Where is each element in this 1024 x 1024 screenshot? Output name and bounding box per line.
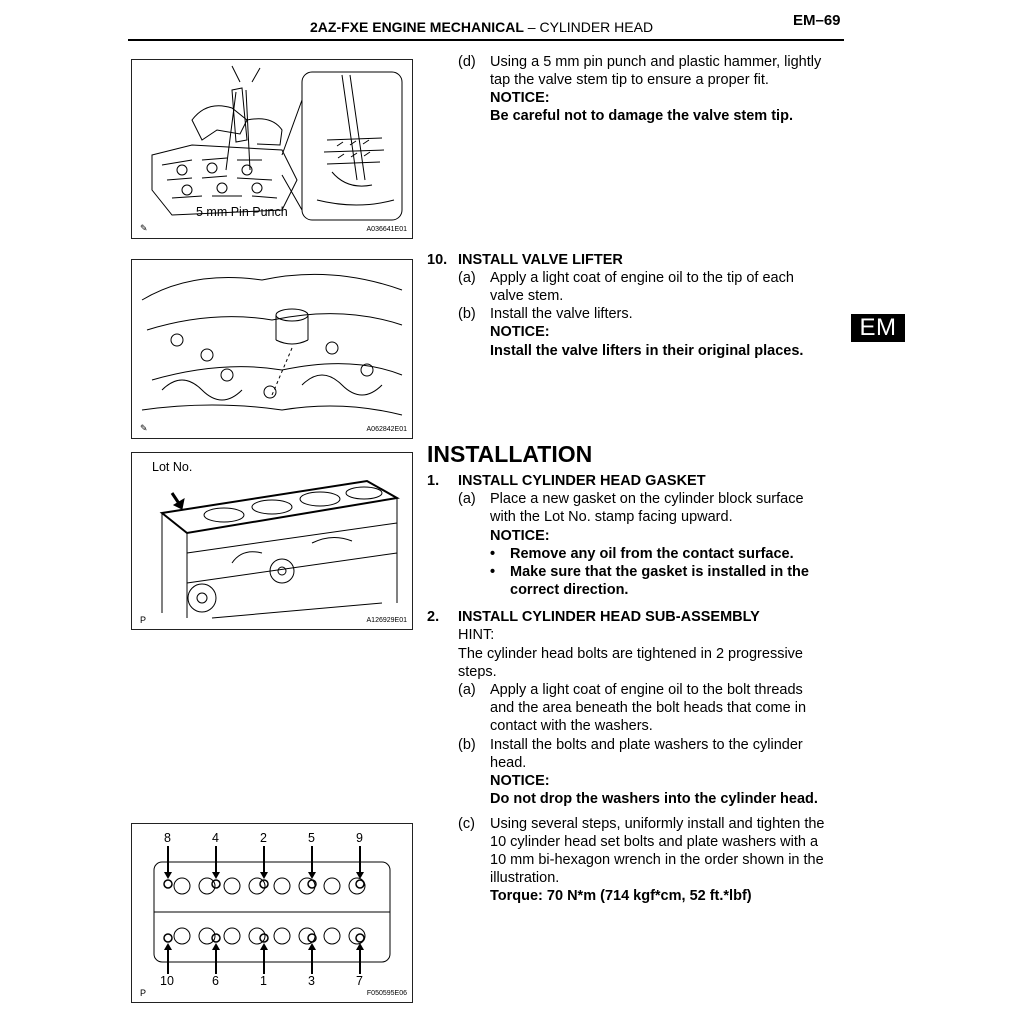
figure-code: A036641E01 xyxy=(366,226,407,233)
step-text: Using a 5 mm pin punch and plastic hammer, lightly xyxy=(490,54,822,70)
step-letter: (b) xyxy=(458,737,476,753)
bolt-number: 4 xyxy=(212,831,219,845)
hint-text: The cylinder head bolts are tightened in 2 progressive xyxy=(458,646,803,662)
step-number: 10. xyxy=(427,252,448,268)
notice-label: NOTICE: xyxy=(490,773,550,789)
header-divider xyxy=(128,39,844,41)
step-text: and the area beneath the bolt heads that come in xyxy=(490,700,807,716)
figure-head-gasket xyxy=(131,452,413,630)
bolt-number: 10 xyxy=(160,974,174,988)
torque-spec: Torque: 70 N*m (714 kgf*cm, 52 ft.*lbf) xyxy=(490,888,752,904)
hint-text: steps. xyxy=(458,664,497,680)
notice-text: correct direction. xyxy=(510,582,629,598)
step-letter: (a) xyxy=(458,682,476,698)
pencil-mark-icon: ✎ xyxy=(140,423,148,433)
step-text: valve stem. xyxy=(490,288,564,304)
bullet: • xyxy=(490,564,496,580)
figure-mark: P xyxy=(140,615,147,625)
figure-code: A126929E01 xyxy=(366,617,407,624)
section-header xyxy=(310,19,653,35)
notice-text: Make sure that the gasket is installed in the xyxy=(510,564,809,580)
step-text: tap the valve stem tip to ensure a proper fit. xyxy=(490,72,769,88)
bolt-number: 5 xyxy=(308,831,315,845)
step-text: Install the valve lifters. xyxy=(490,306,633,322)
figure-pin-punch xyxy=(131,59,413,239)
step-title: INSTALL CYLINDER HEAD SUB-ASSEMBLY xyxy=(458,609,760,625)
figure-code: A062842E01 xyxy=(366,426,407,433)
step-text: Apply a light coat of engine oil to the bolt threads xyxy=(490,682,803,698)
bolt-number: 3 xyxy=(308,974,315,988)
hint-label: HINT: xyxy=(458,627,495,643)
notice-text: Install the valve lifters in their original places. xyxy=(490,343,804,359)
head-gasket-illustration xyxy=(132,453,412,629)
step-title: INSTALL VALVE LIFTER xyxy=(458,252,623,268)
section-title: 2AZ-FXE ENGINE MECHANICAL xyxy=(310,19,524,35)
subsection-title: CYLINDER HEAD xyxy=(539,19,654,35)
valve-lifter-illustration xyxy=(132,260,412,438)
header-dash: – xyxy=(527,19,536,35)
bolt-number: 8 xyxy=(164,831,171,845)
notice-text: Be careful not to damage the valve stem tip. xyxy=(490,108,793,124)
bolt-number: 2 xyxy=(260,831,267,845)
step-letter: (a) xyxy=(458,491,476,507)
step-letter: (c) xyxy=(458,816,475,832)
step-text: with the Lot No. stamp facing upward. xyxy=(490,509,733,525)
step-title: INSTALL CYLINDER HEAD GASKET xyxy=(458,473,706,489)
notice-label: NOTICE: xyxy=(490,90,550,106)
step-letter: (b) xyxy=(458,306,476,322)
step-text: Install the bolts and plate washers to the cylinder xyxy=(490,737,803,753)
installation-heading: INSTALLATION xyxy=(427,441,593,467)
bullet: • xyxy=(490,546,496,562)
bolt-number: 1 xyxy=(260,974,267,988)
step-text: Apply a light coat of engine oil to the tip of each xyxy=(490,270,794,286)
step-number: 2. xyxy=(427,609,440,625)
figure-mark: P xyxy=(140,988,147,998)
step-text: Place a new gasket on the cylinder block surface xyxy=(490,491,804,507)
pin-punch-label: 5 mm Pin Punch xyxy=(196,205,288,219)
step-text: Using several steps, uniformly install and tighten the xyxy=(490,816,825,832)
step-text: 10 mm bi-hexagon wrench in the order shown in the xyxy=(490,852,824,868)
em-side-tab: EM xyxy=(851,314,905,342)
lot-no-label: Lot No. xyxy=(152,460,193,474)
step-number: 1. xyxy=(427,473,440,489)
notice-label: NOTICE: xyxy=(490,324,550,340)
step-text: contact with the washers. xyxy=(490,718,653,734)
bolt-number: 7 xyxy=(356,974,363,988)
notice-label: NOTICE: xyxy=(490,528,550,544)
bolt-number: 6 xyxy=(212,974,219,988)
step-letter: (d) xyxy=(458,54,476,70)
step-text: 10 cylinder head set bolts and plate washers with a xyxy=(490,834,819,850)
step-text: head. xyxy=(490,755,527,771)
step-text: illustration. xyxy=(490,870,560,886)
figure-code: F050595E06 xyxy=(366,990,407,997)
figure-bolt-order xyxy=(131,823,413,1003)
pencil-mark-icon: ✎ xyxy=(140,223,148,233)
bolt-number: 9 xyxy=(356,831,363,845)
figure-valve-lifter xyxy=(131,259,413,439)
page-number: EM–69 xyxy=(793,12,841,29)
notice-text: Remove any oil from the contact surface. xyxy=(510,546,794,562)
step-letter: (a) xyxy=(458,270,476,286)
bolt-order-illustration xyxy=(132,824,412,1002)
notice-text: Do not drop the washers into the cylinder head. xyxy=(490,791,818,807)
